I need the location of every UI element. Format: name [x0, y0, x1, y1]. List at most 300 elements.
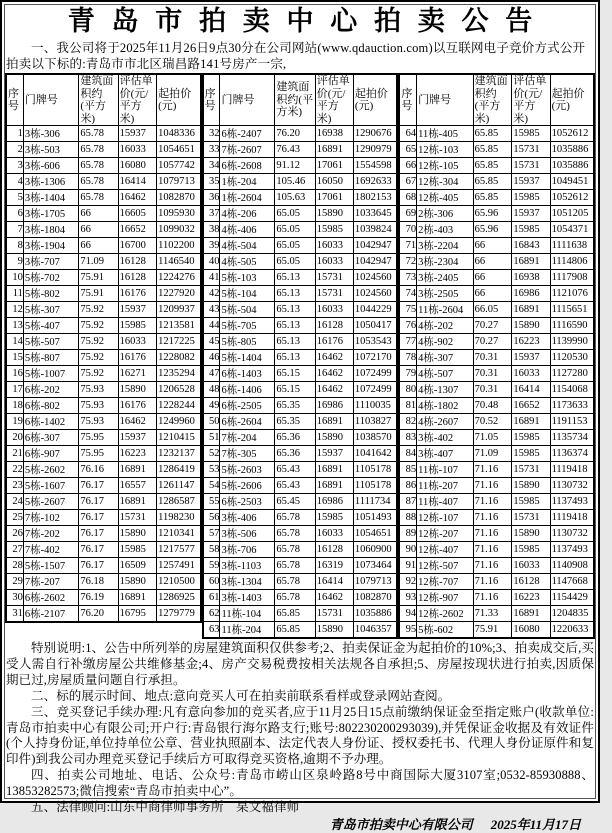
area: 70.27 [473, 318, 512, 334]
start-price: 1154429 [550, 590, 594, 606]
row-no: 82 [399, 414, 416, 430]
door-no: 11栋-204 [220, 622, 275, 639]
row-no: 11 [6, 286, 23, 302]
unit-price: 15731 [512, 158, 550, 174]
start-price: 1120530 [550, 350, 594, 366]
row-no: 41 [203, 270, 220, 286]
row-no: 4 [6, 174, 23, 190]
row-no: 63 [203, 622, 220, 639]
area: 70.27 [473, 334, 512, 350]
row-no: 55 [203, 494, 220, 510]
table-row [203, 606, 398, 622]
area: 65.78 [79, 158, 118, 174]
table-row [6, 174, 201, 190]
area: 65.85 [275, 622, 315, 639]
door-no: 11栋-104 [220, 606, 275, 622]
unit-price: 15985 [315, 510, 353, 526]
start-price: 1130732 [550, 526, 594, 542]
row-no: 74 [399, 286, 416, 302]
door-no: 3栋-1304 [220, 574, 275, 590]
unit-price: 15937 [118, 126, 157, 142]
table-row [203, 158, 398, 174]
unit-price: 15731 [118, 510, 157, 526]
door-no: 3栋-606 [23, 158, 78, 174]
unit-price: 16080 [118, 158, 157, 174]
unit-price: 16891 [315, 462, 353, 478]
area: 75.93 [79, 382, 118, 398]
area: 65.43 [275, 462, 315, 478]
row-no: 46 [203, 350, 220, 366]
door-no: 6栋-802 [23, 398, 78, 414]
start-price: 1044229 [353, 302, 397, 318]
start-price: 1217225 [157, 334, 201, 350]
unit-price: 16462 [315, 366, 353, 382]
row-no: 27 [6, 542, 23, 558]
start-price: 1052612 [550, 190, 594, 206]
unit-price: 16795 [118, 606, 157, 623]
door-no: 5栋-2607 [23, 494, 78, 510]
start-price: 1204835 [550, 606, 594, 622]
unit-price: 16462 [118, 190, 157, 206]
area: 65.96 [473, 222, 512, 238]
area: 76.17 [79, 542, 118, 558]
table-row [203, 510, 398, 526]
table-row [399, 414, 594, 430]
table-row [399, 206, 594, 222]
unit-price: 16414 [118, 174, 157, 190]
start-price: 1050417 [353, 318, 397, 334]
area: 65.15 [275, 366, 315, 382]
start-price: 1110035 [353, 398, 397, 414]
start-price: 1286419 [157, 462, 201, 478]
start-price: 1095930 [157, 206, 201, 222]
area: 71.16 [473, 574, 512, 590]
door-no: 3栋-1403 [220, 590, 275, 606]
door-no: 6栋-2604 [220, 414, 275, 430]
start-price: 1073464 [353, 558, 397, 574]
row-no: 5 [6, 190, 23, 206]
area: 66 [473, 270, 512, 286]
table-row [203, 574, 398, 590]
area: 65.13 [275, 270, 315, 286]
start-price: 1121076 [550, 286, 594, 302]
door-no: 6栋-2505 [220, 398, 275, 414]
start-price: 1042947 [353, 238, 397, 254]
table-row [203, 590, 398, 606]
unit-price: 15890 [315, 430, 353, 446]
unit-price: 15985 [118, 318, 157, 334]
table-row [6, 254, 201, 270]
row-no: 76 [399, 318, 416, 334]
door-no: 5栋-2603 [220, 462, 275, 478]
unit-price: 16050 [315, 174, 353, 190]
door-no: 7栋-204 [220, 430, 275, 446]
table-row [203, 174, 398, 190]
door-no: 4栋-1307 [417, 382, 474, 398]
row-no: 79 [399, 366, 416, 382]
area: 75.91 [79, 270, 118, 286]
row-no: 28 [6, 558, 23, 574]
start-price: 1213581 [157, 318, 201, 334]
start-price: 1217577 [157, 542, 201, 558]
table-row [399, 222, 594, 238]
unit-price: 16557 [118, 478, 157, 494]
unit-price: 16462 [315, 590, 353, 606]
row-no: 40 [203, 254, 220, 270]
door-no: 3栋-2304 [417, 254, 474, 270]
door-no: 5栋-407 [23, 318, 78, 334]
unit-price: 16033 [512, 366, 550, 382]
door-no: 5栋-507 [23, 334, 78, 350]
row-no: 67 [399, 174, 416, 190]
unit-price: 16891 [118, 494, 157, 510]
door-no: 3栋-506 [220, 526, 275, 542]
unit-price: 15937 [512, 350, 550, 366]
area: 65.78 [275, 542, 315, 558]
table-row [203, 206, 398, 222]
area: 65.35 [275, 414, 315, 430]
row-no: 71 [399, 238, 416, 254]
table-row [399, 302, 594, 318]
col-header-area: 建筑面积约(平方米) [275, 74, 315, 126]
start-price: 1154068 [550, 382, 594, 398]
unit-price: 17061 [315, 190, 353, 206]
row-no: 80 [399, 382, 416, 398]
table-row [203, 238, 398, 254]
door-no: 6栋-2503 [220, 494, 275, 510]
door-no: 12栋-105 [417, 158, 474, 174]
start-price: 1105178 [353, 478, 397, 494]
start-price: 1103827 [353, 414, 397, 430]
door-no: 4栋-2607 [417, 414, 474, 430]
unit-price: 16891 [118, 590, 157, 606]
unit-price: 16462 [118, 414, 157, 430]
unit-price: 16319 [315, 558, 353, 574]
row-no: 47 [203, 366, 220, 382]
start-price: 1046357 [353, 622, 397, 639]
col-header-door: 门牌号 [417, 74, 474, 126]
area: 75.92 [79, 302, 118, 318]
unit-price: 16891 [315, 142, 353, 158]
start-price: 1130732 [550, 478, 594, 494]
start-price: 1137493 [550, 542, 594, 558]
row-no: 72 [399, 254, 416, 270]
start-price: 1072499 [353, 366, 397, 382]
door-no: 5栋-807 [23, 350, 78, 366]
row-no: 95 [399, 622, 416, 639]
row-no: 18 [6, 398, 23, 414]
note-contact-info: 四、拍卖公司地址、电话、公众号:青岛市崂山区泉岭路8号中商国际大厦3107室;0532-85930888、13853282573;微信搜索“青岛市拍卖中心”。 [6, 768, 594, 799]
row-no: 48 [203, 382, 220, 398]
row-no: 50 [203, 414, 220, 430]
door-no: 3栋-1103 [220, 558, 275, 574]
start-price: 1257491 [157, 558, 201, 574]
row-no: 1 [6, 126, 23, 142]
area: 65.85 [275, 606, 315, 622]
unit-price: 16891 [118, 462, 157, 478]
table-row [6, 334, 201, 350]
col-header-start-price: 起拍价(元) [157, 74, 201, 126]
signature-line [5, 816, 595, 833]
row-no: 78 [399, 350, 416, 366]
start-price: 1692633 [353, 174, 397, 190]
table-row [399, 142, 594, 158]
row-no: 88 [399, 510, 416, 526]
door-no: 11栋-2604 [417, 302, 474, 318]
table-row [203, 414, 398, 430]
door-no: 6栋-2608 [220, 158, 275, 174]
door-no: 12栋-407 [417, 542, 474, 558]
start-price: 1228082 [157, 350, 201, 366]
area: 71.16 [473, 558, 512, 574]
start-price: 1111734 [353, 494, 397, 510]
table-row [399, 270, 594, 286]
start-price: 1057742 [157, 158, 201, 174]
area: 65.05 [275, 254, 315, 270]
door-no: 4栋-307 [417, 350, 474, 366]
col-header-area: 建筑面积约(平方米) [473, 74, 512, 126]
page-title: 青岛市拍卖中心拍卖公告 [67, 6, 549, 36]
unit-price: 16843 [512, 238, 550, 254]
start-price: 1137493 [550, 494, 594, 510]
table-row [6, 494, 201, 510]
door-no: 5栋-705 [220, 318, 275, 334]
unit-price: 15985 [118, 542, 157, 558]
start-price: 1140908 [550, 558, 594, 574]
row-no: 39 [203, 238, 220, 254]
unit-price: 15890 [118, 382, 157, 398]
table-row [6, 430, 201, 446]
unit-price: 15731 [512, 462, 550, 478]
area: 76.43 [275, 142, 315, 158]
door-no: 12栋-507 [417, 558, 474, 574]
table-row [6, 462, 201, 478]
unit-price: 16128 [512, 574, 550, 590]
door-no: 11栋-407 [417, 494, 474, 510]
unit-price: 16891 [512, 414, 550, 430]
door-no: 6栋-1403 [220, 366, 275, 382]
row-no: 34 [203, 158, 220, 174]
start-price: 1139990 [550, 334, 594, 350]
door-no: 3栋-1404 [23, 190, 78, 206]
door-no: 5栋-1607 [23, 478, 78, 494]
area: 66 [473, 238, 512, 254]
unit-price: 15890 [512, 318, 550, 334]
area: 65.05 [275, 238, 315, 254]
start-price: 1051205 [550, 206, 594, 222]
col-header-seq: 序号 [203, 74, 220, 126]
unit-price: 15890 [118, 574, 157, 590]
door-no: 3栋-503 [23, 142, 78, 158]
start-price: 1135734 [550, 430, 594, 446]
unit-price: 16700 [118, 238, 157, 254]
auction-lots-table [5, 73, 595, 639]
door-no: 11栋-405 [417, 126, 474, 142]
door-no: 7栋-2607 [220, 142, 275, 158]
unit-price: 16414 [315, 574, 353, 590]
start-price: 1099032 [157, 222, 201, 238]
door-no: 4栋-505 [220, 254, 275, 270]
row-no: 23 [6, 478, 23, 494]
start-price: 1079713 [353, 574, 397, 590]
table-row [399, 254, 594, 270]
table-row [6, 158, 201, 174]
row-no: 75 [399, 302, 416, 318]
row-no: 61 [203, 590, 220, 606]
door-no: 12栋-103 [417, 142, 474, 158]
start-price: 1136374 [550, 446, 594, 462]
unit-price: 15985 [512, 430, 550, 446]
area: 71.05 [473, 430, 512, 446]
table-row [399, 574, 594, 590]
row-no: 31 [6, 606, 23, 623]
unit-price: 16462 [315, 382, 353, 398]
table-body-middle [203, 126, 398, 639]
door-no: 4栋-406 [220, 222, 275, 238]
door-no: 6栋-1406 [220, 382, 275, 398]
lots-table-middle [202, 73, 399, 639]
door-no: 5栋-1507 [23, 558, 78, 574]
area: 65.13 [275, 334, 315, 350]
door-no: 3栋-2505 [417, 286, 474, 302]
door-no: 2栋-306 [417, 206, 474, 222]
unit-price: 15731 [315, 270, 353, 286]
unit-price: 16652 [512, 398, 550, 414]
unit-price: 16509 [118, 558, 157, 574]
area: 91.12 [275, 158, 315, 174]
unit-price: 15937 [512, 206, 550, 222]
row-no: 10 [6, 270, 23, 286]
unit-price: 16986 [315, 494, 353, 510]
door-no: 5栋-702 [23, 270, 78, 286]
area: 71.16 [473, 462, 512, 478]
col-header-start-price: 起拍价(元) [353, 74, 397, 126]
start-price: 1053543 [353, 334, 397, 350]
area: 65.85 [473, 174, 512, 190]
door-no: 6栋-2407 [220, 126, 275, 142]
row-no: 90 [399, 542, 416, 558]
table-row [203, 270, 398, 286]
unit-price: 16033 [315, 302, 353, 318]
door-no: 5栋-504 [220, 302, 275, 318]
table-row [6, 302, 201, 318]
area: 76.17 [79, 494, 118, 510]
area: 75.95 [79, 430, 118, 446]
note-legal-counsel: 五、法律顾问:山东中商律师事务所 杲文福律师 [31, 800, 300, 815]
table-row [6, 350, 201, 366]
unit-price: 16462 [315, 350, 353, 366]
area: 65.13 [275, 318, 315, 334]
unit-price: 15890 [512, 478, 550, 494]
door-no: 3栋-402 [417, 430, 474, 446]
door-no: 4栋-507 [417, 366, 474, 382]
unit-price: 15985 [512, 542, 550, 558]
table-row [399, 158, 594, 174]
start-price: 1286925 [157, 590, 201, 606]
start-price: 1079713 [157, 174, 201, 190]
start-price: 1111638 [550, 238, 594, 254]
intro-paragraph: 一、我公司将于2025年11月26日9点30分在公司网站(www.qdauction.com)以互联网电子竞价方式公开拍卖以下标的:青岛市市北区瑞昌路141号房产一宗, [6, 41, 586, 71]
table-row [203, 366, 398, 382]
start-price: 1210415 [157, 430, 201, 446]
start-price: 1060900 [353, 542, 397, 558]
table-row [203, 142, 398, 158]
unit-price: 16176 [315, 334, 353, 350]
row-no: 14 [6, 334, 23, 350]
area: 75.92 [79, 318, 118, 334]
unit-price: 16080 [512, 622, 550, 639]
col-header-unit-price: 评估单价(元/平方米) [315, 74, 353, 126]
start-price: 1206528 [157, 382, 201, 398]
unit-price: 16891 [512, 606, 550, 622]
start-price: 1035886 [550, 158, 594, 174]
area: 65.13 [275, 302, 315, 318]
unit-price: 16223 [512, 334, 550, 350]
table-row [203, 494, 398, 510]
table-row [6, 366, 201, 382]
unit-price: 16891 [512, 254, 550, 270]
area: 76.17 [79, 526, 118, 542]
row-no: 13 [6, 318, 23, 334]
table-row [6, 414, 201, 430]
start-price: 1054651 [157, 142, 201, 158]
row-no: 21 [6, 446, 23, 462]
start-price: 1116590 [550, 318, 594, 334]
table-row [399, 398, 594, 414]
announcement-date: 2025年11月17日 [490, 816, 581, 832]
door-no: 3栋-1705 [23, 206, 78, 222]
start-price: 1279779 [157, 606, 201, 623]
area: 70.48 [473, 398, 512, 414]
table-row [6, 446, 201, 462]
door-no: 7栋-102 [23, 510, 78, 526]
door-no: 7栋-202 [23, 526, 78, 542]
area: 71.16 [473, 494, 512, 510]
start-price: 1228244 [157, 398, 201, 414]
lots-table-right [398, 73, 595, 639]
start-price: 1227920 [157, 286, 201, 302]
table-row [203, 126, 398, 142]
start-price: 1290979 [353, 142, 397, 158]
area: 65.96 [473, 206, 512, 222]
area: 71.16 [473, 590, 512, 606]
start-price: 1224276 [157, 270, 201, 286]
start-price: 1147668 [550, 574, 594, 590]
start-price: 1286587 [157, 494, 201, 510]
table-row [399, 126, 594, 142]
unit-price: 15890 [118, 526, 157, 542]
door-no: 4栋-1802 [417, 398, 474, 414]
door-no: 3栋-1306 [23, 174, 78, 190]
door-no: 2栋-403 [417, 222, 474, 238]
row-no: 33 [203, 142, 220, 158]
table-row [203, 462, 398, 478]
door-no: 6栋-2107 [23, 606, 78, 623]
col-header-seq: 序号 [399, 74, 416, 126]
table-row [203, 318, 398, 334]
row-no: 60 [203, 574, 220, 590]
row-no: 36 [203, 190, 220, 206]
area: 71.16 [473, 542, 512, 558]
table-row [203, 478, 398, 494]
door-no: 1栋-204 [220, 174, 275, 190]
row-no: 77 [399, 334, 416, 350]
start-price: 1048336 [157, 126, 201, 142]
unit-price: 16891 [315, 414, 353, 430]
unit-price: 16128 [118, 270, 157, 286]
area: 65.78 [79, 190, 118, 206]
note-special-remarks: 特别说明:1、公告中所列举的房屋建筑面积仅供参考;2、拍卖保证金为起拍价的10%;3、拍卖成交后,买受人需自行补缴房屋公共维修基金;4、房产交易税费按相关法规各自承担;5、房屋按现状进行拍卖,因质保期已过,房屋质量问题自行承担。 [6, 641, 594, 687]
